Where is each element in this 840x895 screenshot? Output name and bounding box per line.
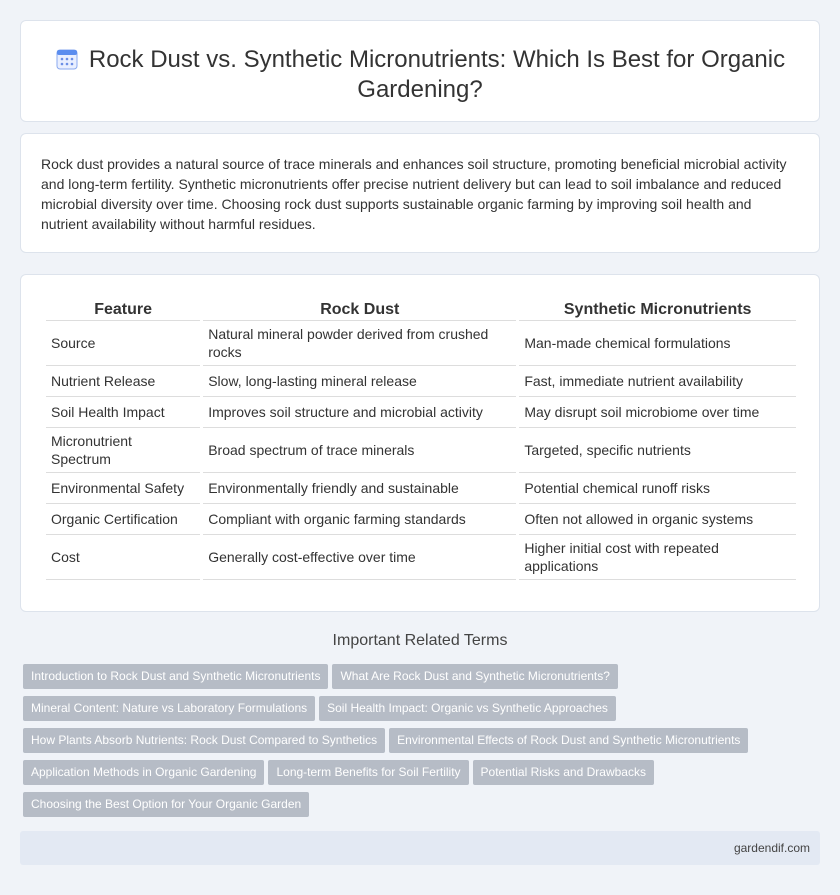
table-cell-feature: Cost bbox=[46, 535, 200, 580]
table-row bbox=[46, 535, 796, 580]
table-row bbox=[46, 504, 796, 535]
related-term-tag[interactable]: Environmental Effects of Rock Dust and Synthetic Micronutrients bbox=[389, 728, 748, 753]
table-cell-feature: Nutrient Release bbox=[46, 366, 200, 397]
intro-paragraph: Rock dust provides a natural source of trace minerals and enhances soil structure, promoting beneficial microbial activity and long-term fertility. Synthetic micronutrients offer precise nutrient delivery but can lead to soil imbalance and reduced microbial diversity over time. Choosing rock dust supports sustainable organic farming by improving soil health and nutrient availability without harmful residues. bbox=[41, 156, 787, 232]
related-term-tag[interactable]: Choosing the Best Option for Your Organic Garden bbox=[23, 792, 309, 817]
table-cell-rock-dust: Compliant with organic farming standards bbox=[203, 504, 516, 535]
table-cell-feature: Environmental Safety bbox=[46, 473, 200, 504]
related-term-tag[interactable]: What Are Rock Dust and Synthetic Micronutrients? bbox=[332, 664, 617, 689]
table-cell-rock-dust: Generally cost-effective over time bbox=[203, 535, 516, 580]
tag-row bbox=[23, 792, 823, 824]
column-header-rock-dust: Rock Dust bbox=[203, 295, 516, 321]
related-term-tag[interactable]: How Plants Absorb Nutrients: Rock Dust Compared to Synthetics bbox=[23, 728, 385, 753]
table-cell-synthetic: Potential chemical runoff risks bbox=[519, 473, 796, 504]
table-cell-rock-dust: Broad spectrum of trace minerals bbox=[203, 428, 516, 473]
footer bbox=[20, 831, 820, 865]
tag-row bbox=[23, 664, 823, 696]
table-cell-feature: Micronutrient Spectrum bbox=[46, 428, 200, 473]
comparison-table bbox=[43, 295, 799, 580]
table-cell-rock-dust: Natural mineral powder derived from crushed rocks bbox=[203, 321, 516, 366]
table-cell-synthetic: Higher initial cost with repeated applications bbox=[519, 535, 796, 580]
title-card bbox=[20, 20, 820, 122]
table-row bbox=[46, 397, 796, 428]
table-row bbox=[46, 473, 796, 504]
table-row bbox=[46, 366, 796, 397]
table-cell-rock-dust: Slow, long-lasting mineral release bbox=[203, 366, 516, 397]
related-terms-heading: Important Related Terms bbox=[332, 632, 508, 649]
related-term-tag[interactable]: Application Methods in Organic Gardening bbox=[23, 760, 264, 785]
tag-row bbox=[23, 696, 823, 728]
related-term-tag[interactable]: Soil Health Impact: Organic vs Synthetic Approaches bbox=[319, 696, 616, 721]
title-wrap bbox=[21, 45, 819, 105]
related-term-tag[interactable]: Potential Risks and Drawbacks bbox=[473, 760, 654, 785]
related-term-tag[interactable]: Long-term Benefits for Soil Fertility bbox=[268, 760, 468, 785]
tag-row bbox=[23, 760, 823, 792]
table-cell-synthetic: Man-made chemical formulations bbox=[519, 321, 796, 366]
table-cell-feature: Source bbox=[46, 321, 200, 366]
table-cell-synthetic: Targeted, specific nutrients bbox=[519, 428, 796, 473]
related-term-tag[interactable]: Introduction to Rock Dust and Synthetic Micronutrients bbox=[23, 664, 328, 689]
table-row bbox=[46, 428, 796, 473]
table-cell-rock-dust: Environmentally friendly and sustainable bbox=[203, 473, 516, 504]
tag-row bbox=[23, 728, 823, 760]
related-terms-list bbox=[23, 664, 823, 824]
table-cell-feature: Soil Health Impact bbox=[46, 397, 200, 428]
comparison-card bbox=[20, 274, 820, 612]
table-cell-synthetic: Fast, immediate nutrient availability bbox=[519, 366, 796, 397]
table-row bbox=[46, 321, 796, 366]
table-cell-rock-dust: Improves soil structure and microbial activity bbox=[203, 397, 516, 428]
column-header-synthetic: Synthetic Micronutrients bbox=[519, 295, 796, 321]
intro-card bbox=[20, 133, 820, 253]
column-header-feature: Feature bbox=[46, 295, 200, 321]
page-title: Rock Dust vs. Synthetic Micronutrients: Which Is Best for Organic Gardening? bbox=[88, 46, 786, 103]
table-header-row bbox=[46, 295, 796, 321]
table-cell-synthetic: May disrupt soil microbiome over time bbox=[519, 397, 796, 428]
footer-site-link[interactable]: gardendif.com bbox=[733, 841, 810, 855]
table-cell-synthetic: Often not allowed in organic systems bbox=[519, 504, 796, 535]
calendar-icon bbox=[55, 47, 79, 71]
table-cell-feature: Organic Certification bbox=[46, 504, 200, 535]
related-term-tag[interactable]: Mineral Content: Nature vs Laboratory Formulations bbox=[23, 696, 315, 721]
